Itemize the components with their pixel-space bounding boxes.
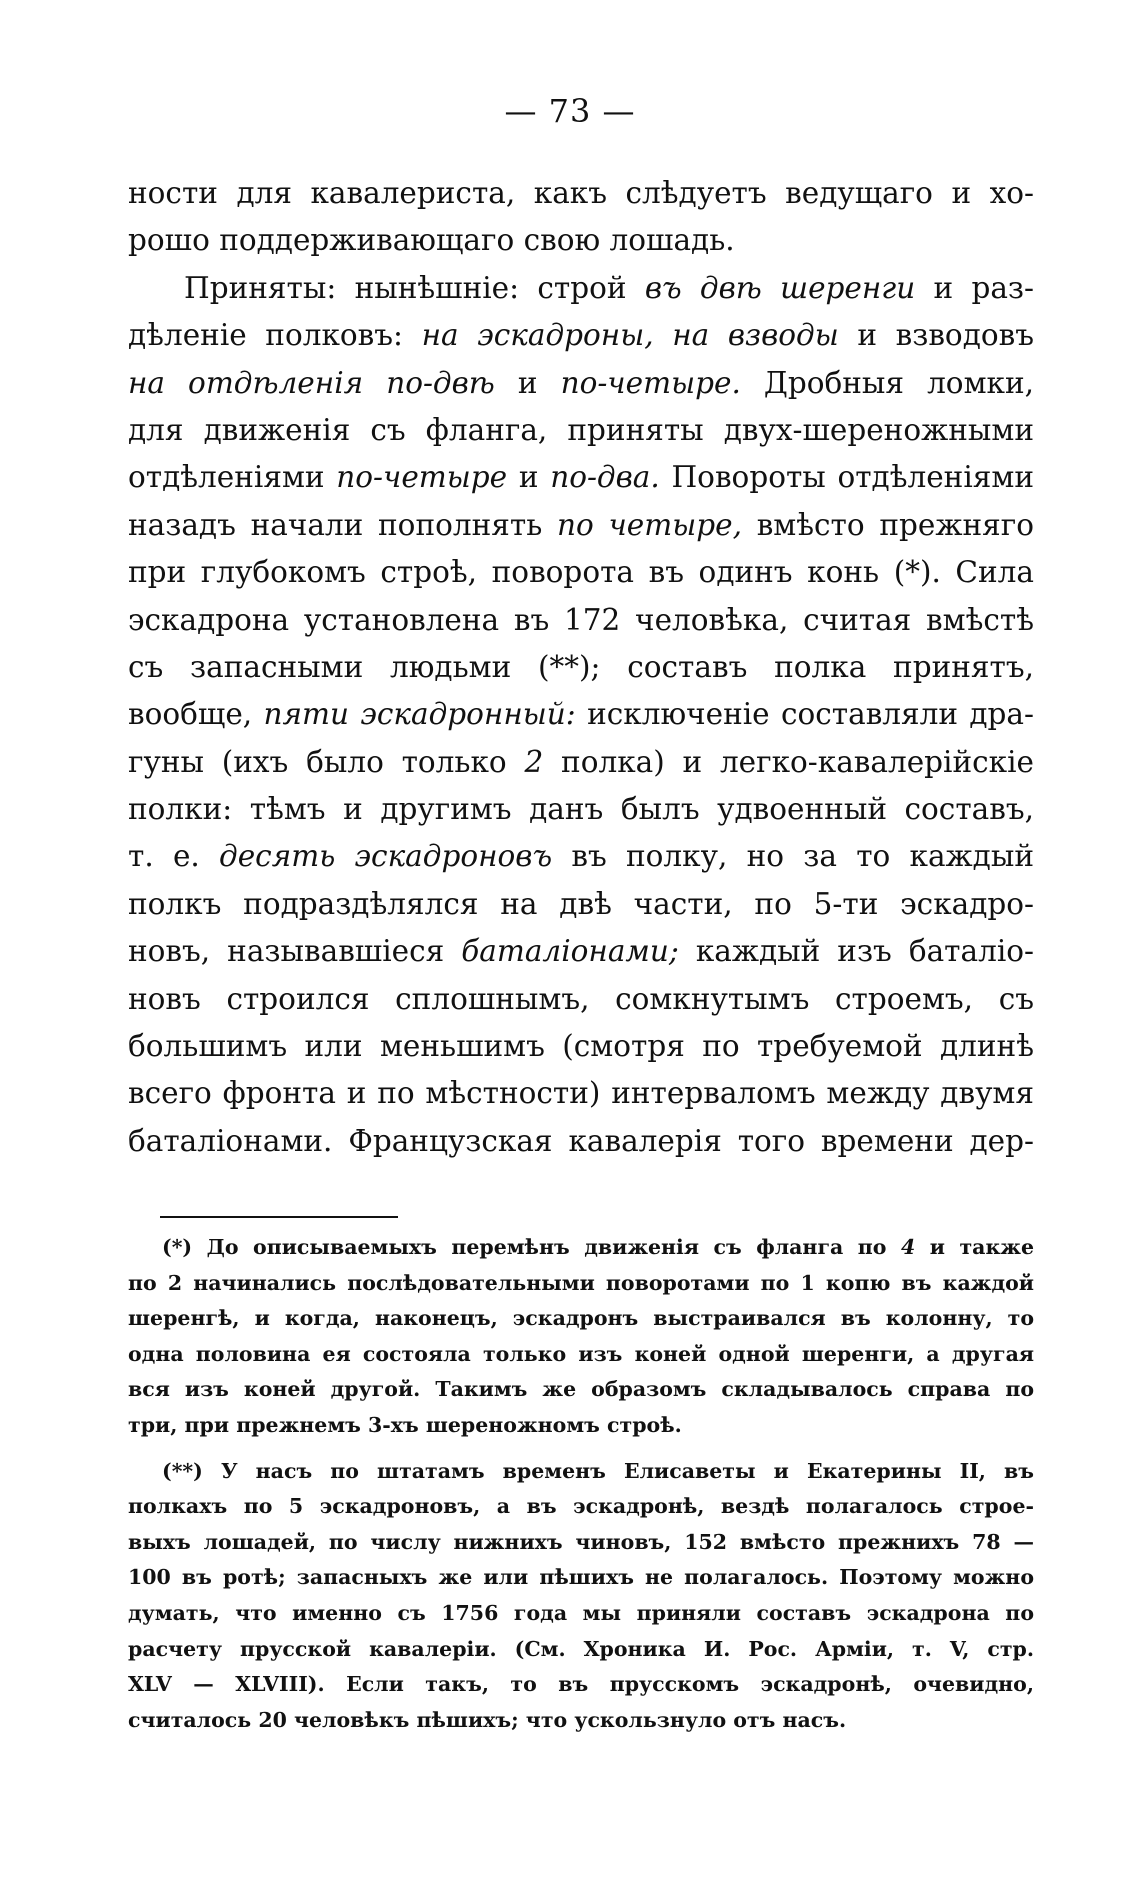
footnote-line: (*) До описываемыхъ перемѣнъ движенія съ фланга по 4 и также [162, 1235, 1034, 1259]
text-line: баталіонами. Французская кавалерія того времени дер- [128, 1123, 1034, 1158]
footnote-line: вся изъ коней другой. Такимъ же образомъ складывалось справа по [128, 1377, 1034, 1402]
footnote-line: (**) У насъ по штатамъ временъ Елисаветы и Екатерины II, въ [162, 1458, 1034, 1483]
page-number: — 73 — [504, 92, 636, 130]
text-line: новъ строился сплошнымъ, сомкнутымъ строемъ, съ [128, 981, 1034, 1016]
footnote-line: XLV — XLVIII). Если такъ, то въ прусскомъ эскадронѣ, очевидно, [128, 1672, 1034, 1697]
text-line: дѣленіе полковъ: на эскадроны, на взводы и взводовъ [128, 318, 1034, 353]
footnote-line: шеренгѣ, и когда, наконецъ, эскадронъ выстраивался въ колонну, то [128, 1306, 1034, 1331]
footnote-line: 100 въ ротѣ; запасныхъ же или пѣшихъ не полагалось. Поэтому можно [128, 1565, 1034, 1590]
footnote-line: полкахъ по 5 эскадроновъ, а въ эскадронѣ, вездѣ полагалось строе- [128, 1494, 1034, 1519]
footnote-line: одна половина ея состояла только изъ коней одной шеренги, а другая [128, 1341, 1034, 1366]
footnote-line: считалось 20 человѣкъ пѣшихъ; что ускользнуло отъ насъ. [128, 1707, 847, 1732]
text-line: полки: тѣмъ и другимъ данъ былъ удвоенный составъ, [128, 792, 1034, 827]
footnote-line: по 2 начинались послѣдовательными поворотами по 1 копю въ каждой [128, 1270, 1034, 1295]
text-line: при глубокомъ строѣ, поворота въ одинъ конь (*). Сила [128, 555, 1034, 590]
main-text [128, 170, 1034, 1165]
text-line: большимъ или меньшимъ (смотря по требуемой длинѣ [128, 1029, 1034, 1064]
footnote-gap [128, 1444, 1034, 1454]
text-line: новъ, называвшіеся баталіонами; каждый изъ баталіо- [128, 934, 1034, 969]
text-line: полкъ подраздѣлялся на двѣ части, по 5-ти эскадро- [128, 886, 1034, 921]
text-line: для движенія съ фланга, приняты двух-шереножными [128, 412, 1034, 447]
text-line: на отдѣленія по-двѣ и по-четыре. Дробныя ломки, [128, 365, 1034, 400]
footnote-line: три, при прежнемъ 3-хъ шереножномъ строѣ. [128, 1412, 682, 1437]
text-line: эскадрона установлена въ 172 человѣка, считая вмѣстѣ [128, 602, 1034, 637]
text-line: отдѣленіями по-четыре и по-два. Повороты отдѣленіями [128, 460, 1034, 495]
footnote-line: думать, что именно съ 1756 года мы приняли составъ эскадрона по [128, 1600, 1034, 1625]
text-line: т. е. десять эскадроновъ въ полку, но за то каждый [128, 839, 1034, 874]
text-line: вообще, пяти эскадронный: исключеніе составляли дра- [128, 697, 1034, 732]
text-line: Приняты: нынѣшніе: строй въ двѣ шеренги и раз- [184, 270, 1034, 305]
text-line: назадъ начали пополнять по четыре, вмѣсто прежняго [128, 507, 1034, 542]
footnote-1 [128, 1230, 1034, 1444]
footnote-divider [160, 1216, 398, 1218]
footnote-2 [128, 1454, 1034, 1739]
footnote-line: расчету прусской кавалеріи. (См. Хроника И. Рос. Арміи, т. V, стр. [128, 1636, 1034, 1661]
text-line: рошо поддерживающаго свою лошадь. [128, 223, 735, 258]
footnotes [128, 1230, 1034, 1738]
text-line: ности для кавалериста, какъ слѣдуетъ ведущаго и хо- [128, 176, 1034, 210]
text-line: гуны (ихъ было только 2 полка) и легко-кавалерійскіе [128, 744, 1035, 779]
text-line: съ запасными людьми (**); составъ полка принятъ, [128, 649, 1034, 684]
text-line: всего фронта и по мѣстности) интерваломъ между двумя [128, 1076, 1034, 1111]
footnote-line: выхъ лошадей, по числу нижнихъ чиновъ, 152 вмѣсто прежнихъ 78 — [128, 1529, 1034, 1554]
